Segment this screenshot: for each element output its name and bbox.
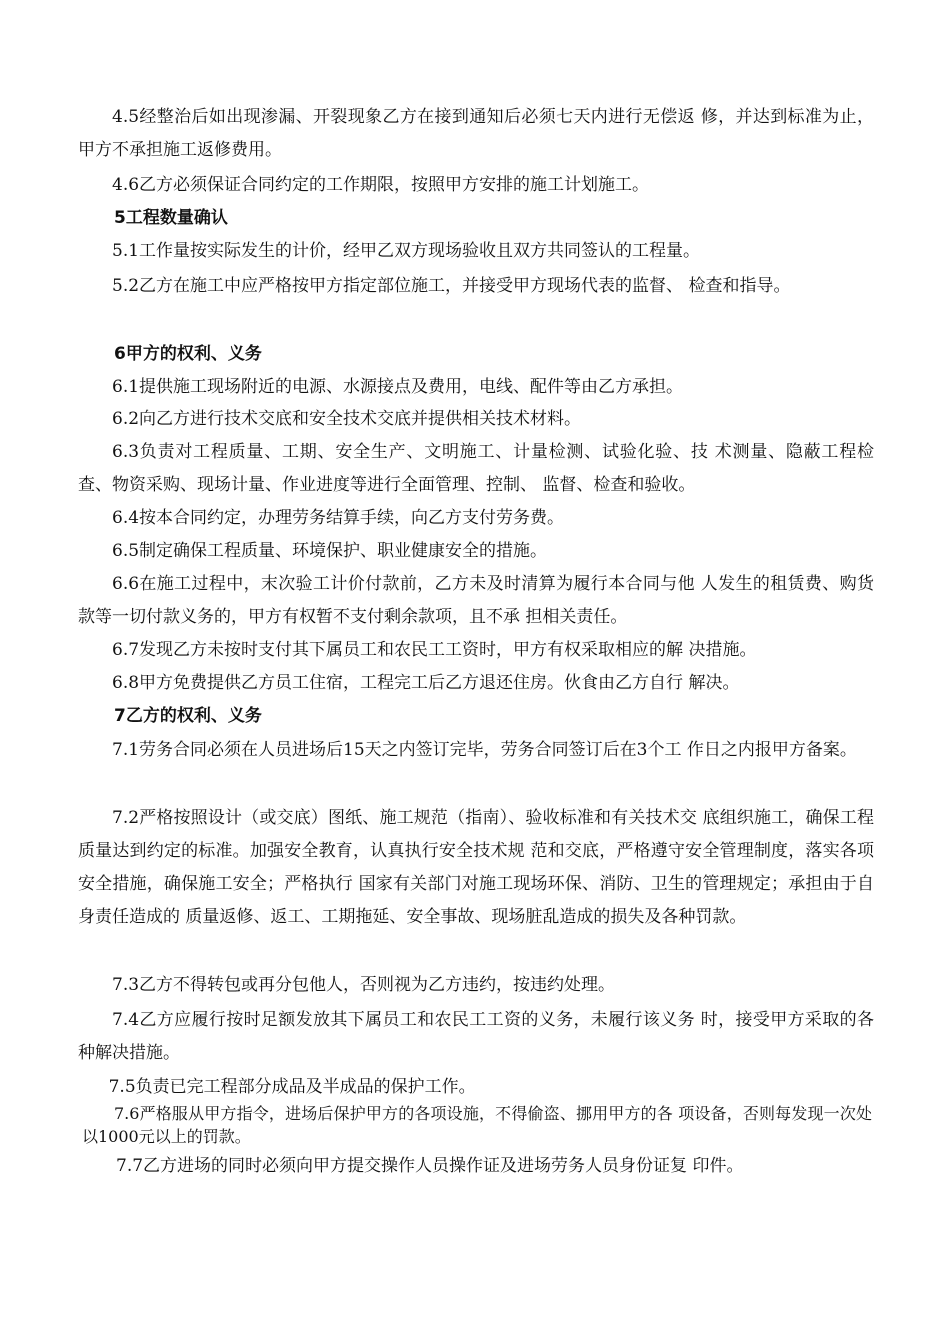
clause-5-1: 5.1工作量按实际发生的计价，经甲乙双方现场验收且双方共同签认的工程量。 [112,241,701,261]
clause-6-8: 6.8甲方免费提供乙方员工住宿，工程完工后乙方退还住房。伙食由乙方自行 解决。 [112,673,740,693]
clause-7-2: 7.2严格按照设计（或交底）图纸、施工规范（指南）、验收标准和有关技术交 底组织施工，确保工程质量达到约定的标准。加强安全教育，认真执行安全技术规 范和交底，严格遵守安全管理制度，落实各项安全措施，确保施工安全；严格执行 国家有关部门对施工现场环保、消防、卫生的管理规定；承担由于自身责任造成的 质量返修、返工、工期拖延、安全事故、现场脏乱造成的损失及各种罚款。 [78,808,874,927]
clause-7-5: 7.5负责已完工程部分成品及半成品的保护工作。 [108,1077,476,1097]
clause-4-6: 4.6乙方必须保证合同约定的工作期限，按照甲方安排的施工计划施工。 [112,175,650,195]
clause-5-2: 5.2乙方在施工中应严格按甲方指定部位施工，并接受甲方现场代表的监督、 检查和指导。 [112,276,791,296]
clause-6-5: 6.5制定确保工程质量、环境保护、职业健康安全的措施。 [112,541,548,561]
clause-7-4: 7.4乙方应履行按时足额发放其下属员工和农民工工资的义务，未履行该义务 时，接受甲方采取的各种解决措施。 [78,1010,875,1063]
clause-7-3: 7.3乙方不得转包或再分包他人，否则视为乙方违约，按违约处理。 [112,975,616,995]
clause-6-1: 6.1提供施工现场附近的电源、水源接点及费用，电线、配件等由乙方承担。 [112,377,684,397]
clause-7-7: 7.7乙方进场的同时必须向甲方提交操作人员操作证及进场劳务人员身份证复 印件。 [116,1156,744,1176]
clause-6-3: 6.3负责对工程质量、工期、安全生产、文明施工、计量检测、试验化验、技 术测量、隐蔽工程检查、物资采购、现场计量、作业进度等进行全面管理、控制、 监督、检查和验收。 [78,442,874,495]
clause-7-1: 7.1劳务合同必须在人员进场后15天之内签订完毕，劳务合同签订后在3个工 作日之内报甲方备案。 [112,740,857,760]
clause-6-2: 6.2向乙方进行技术交底和安全技术交底并提供相关技术材料。 [112,409,582,429]
clause-6-7: 6.7发现乙方未按时支付其下属员工和农民工工资时，甲方有权采取相应的解 决措施。 [112,640,757,660]
section-heading-5: 5工程数量确认 [114,208,228,228]
clause-7-6: 7.6严格服从甲方指令，进场后保护甲方的各项设施，不得偷盗、挪用甲方的各 项设备，否则每发现一次处以1000元以上的罚款。 [82,1104,872,1146]
section-heading-6: 6甲方的权利、义务 [114,344,262,364]
clause-4-5: 4.5经整治后如出现渗漏、开裂现象乙方在接到通知后必须七天内进行无偿返 修，并达到标准为止，甲方不承担施工返修费用。 [78,107,875,160]
clause-6-6: 6.6在施工过程中，末次验工计价付款前，乙方未及时清算为履行本合同与他 人发生的租赁费、购货款等一切付款义务的，甲方有权暂不支付剩余款项，且不承 担相关责任。 [78,574,875,627]
section-heading-7: 7乙方的权利、义务 [114,706,262,726]
clause-6-4: 6.4按本合同约定，办理劳务结算手续，向乙方支付劳务费。 [112,508,565,528]
